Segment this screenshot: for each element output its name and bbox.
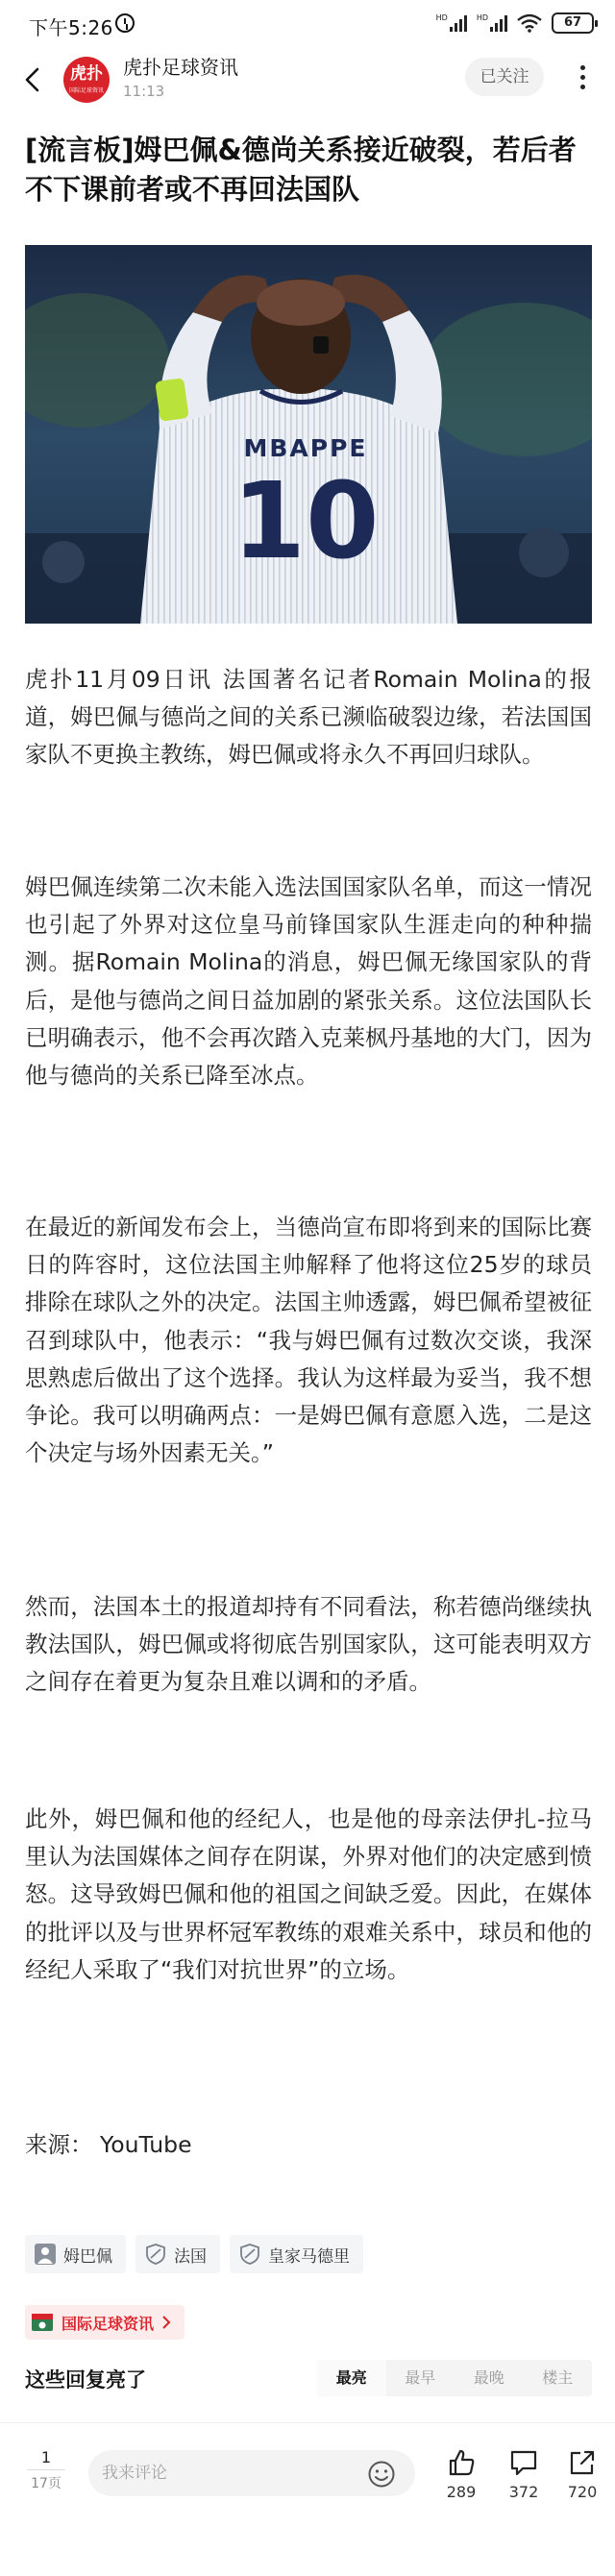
signal-icon: [436, 14, 467, 32]
comment-count: 372: [508, 2483, 539, 2501]
article-paragraph-1: 虎扑11月09日讯 法国著名记者Romain Molina的报道，姆巴佩与德尚之间的关系已濒临破裂边缘，若法国国家队不更换主教练，姆巴佩或将永久不再回归球队。: [25, 666, 592, 769]
bottom-action-bar: [0, 2422, 615, 2576]
shield-icon: [239, 2244, 260, 2265]
tag-label: 姆巴佩: [63, 2246, 112, 2267]
article-image[interactable]: [25, 245, 592, 624]
sort-tab-latest[interactable]: 最晚: [473, 2368, 504, 2387]
page-divider: [27, 2469, 65, 2470]
comment-button[interactable]: [497, 2448, 551, 2501]
column-link[interactable]: [25, 2305, 184, 2340]
sort-tab-op[interactable]: 楼主: [542, 2368, 574, 2387]
back-arrow-icon[interactable]: [19, 65, 48, 94]
article-paragraph-5: 此外，姆巴佩和他的经纪人，也是他的母亲法伊扎-拉马里认为法国媒体之间存在阴谋，外界对他们的决定感到愤怒。这导致姆巴佩和他的祖国之间缺乏爱。因此，在媒体的批评以及与世界杯冠军教练的艰难关系中，球员和他的经纪人采取了“我们对抗世界”的立场。: [25, 1805, 592, 1983]
signal-icon-2: [477, 14, 507, 32]
signal-hd-label: HD: [435, 13, 448, 22]
post-time: 11:13: [123, 83, 165, 100]
sort-tab-brightest[interactable]: 最亮: [317, 2360, 386, 2396]
tag-mbappe[interactable]: [25, 2235, 126, 2273]
follow-button[interactable]: 已关注: [465, 58, 544, 96]
status-indicators: [436, 12, 594, 35]
tag-list: [25, 2235, 363, 2273]
sort-tab-earliest[interactable]: 最早: [405, 2368, 436, 2387]
flag-icon: [31, 2312, 54, 2333]
avatar-sub-text: 国际足球资讯: [68, 87, 104, 94]
person-icon: [35, 2244, 56, 2265]
replies-section-title: 这些回复亮了: [25, 2368, 146, 2392]
reply-sort-tabs: [317, 2360, 592, 2396]
avatar-logo-text: 虎扑: [70, 64, 103, 84]
column-label: 国际足球资讯: [62, 2314, 155, 2333]
alarm-icon: [115, 13, 135, 33]
shirt-name: MBAPPE: [243, 434, 368, 462]
wifi-icon: [517, 13, 542, 33]
article-source: 来源： YouTube: [25, 2131, 192, 2158]
like-button[interactable]: [434, 2448, 488, 2501]
status-bar: [0, 0, 615, 52]
tag-france[interactable]: [135, 2235, 220, 2273]
like-count: 289: [446, 2483, 477, 2501]
shield-icon: [145, 2244, 166, 2265]
status-time: 下午5:26: [29, 16, 113, 39]
share-button[interactable]: [555, 2448, 609, 2501]
chevron-right-icon: [161, 2315, 171, 2330]
author-name[interactable]: 虎扑足球资讯: [123, 56, 238, 79]
tag-real-madrid[interactable]: [230, 2235, 363, 2273]
tag-label: 皇家马德里: [268, 2246, 350, 2267]
thumbs-up-icon: [447, 2448, 476, 2477]
article-header: [0, 52, 615, 110]
comment-input[interactable]: [88, 2450, 415, 2496]
shirt-number: 10: [232, 459, 380, 582]
signal-hd-label-2: HD: [476, 13, 488, 22]
article-paragraph-2: 姆巴佩连续第二次未能入选法国国家队名单，而这一情况也引起了外界对这位皇马前锋国家队生涯走向的种种揣测。据Romain Molina的消息，姆巴佩无缘国家队的背后，是他与德尚之间日益加剧的紧张关系。这位法国队长已明确表示，他不会再次踏入克莱枫丹基地的大门，因为他与德尚的关系已降至冰点。: [25, 873, 592, 1090]
article-paragraph-4: 然而，法国本土的报道却持有不同看法，称若德尚继续执教法国队，姆巴佩或将彻底告别国家队，这可能表明双方之间存在着更为复杂且难以调和的矛盾。: [25, 1593, 592, 1696]
share-icon: [568, 2448, 597, 2477]
player-photo-illustration: [25, 245, 592, 624]
more-options-icon[interactable]: [573, 61, 592, 100]
article-paragraph-3: 在最近的新闻发布会上，当德尚宣布即将到来的国际比赛日的阵容时，这位法国主帅解释了他将这位25岁的球员排除在球队之外的决定。法国主帅透露，姆巴佩希望被征召到球队中，他表示：“我与姆巴佩有过数次交谈，我深思熟虑后做出了这个选择。我认为这样最为妥当，我不想争论。我可以明确两点：一是姆巴佩有意愿入选，二是这个决定与场外因素无关。”: [25, 1214, 592, 1467]
page-current[interactable]: 1: [40, 2448, 52, 2466]
article-title: [流言板]姆巴佩&德尚关系接近破裂，若后者不下课前者或不再回法国队: [25, 134, 577, 206]
emoji-icon[interactable]: [367, 2460, 396, 2489]
share-count: 720: [567, 2483, 598, 2501]
battery-icon: 67: [552, 12, 594, 34]
page-total[interactable]: 17页: [31, 2476, 62, 2491]
author-avatar[interactable]: [63, 57, 110, 103]
tag-label: 法国: [174, 2246, 207, 2267]
comment-icon: [509, 2448, 538, 2477]
